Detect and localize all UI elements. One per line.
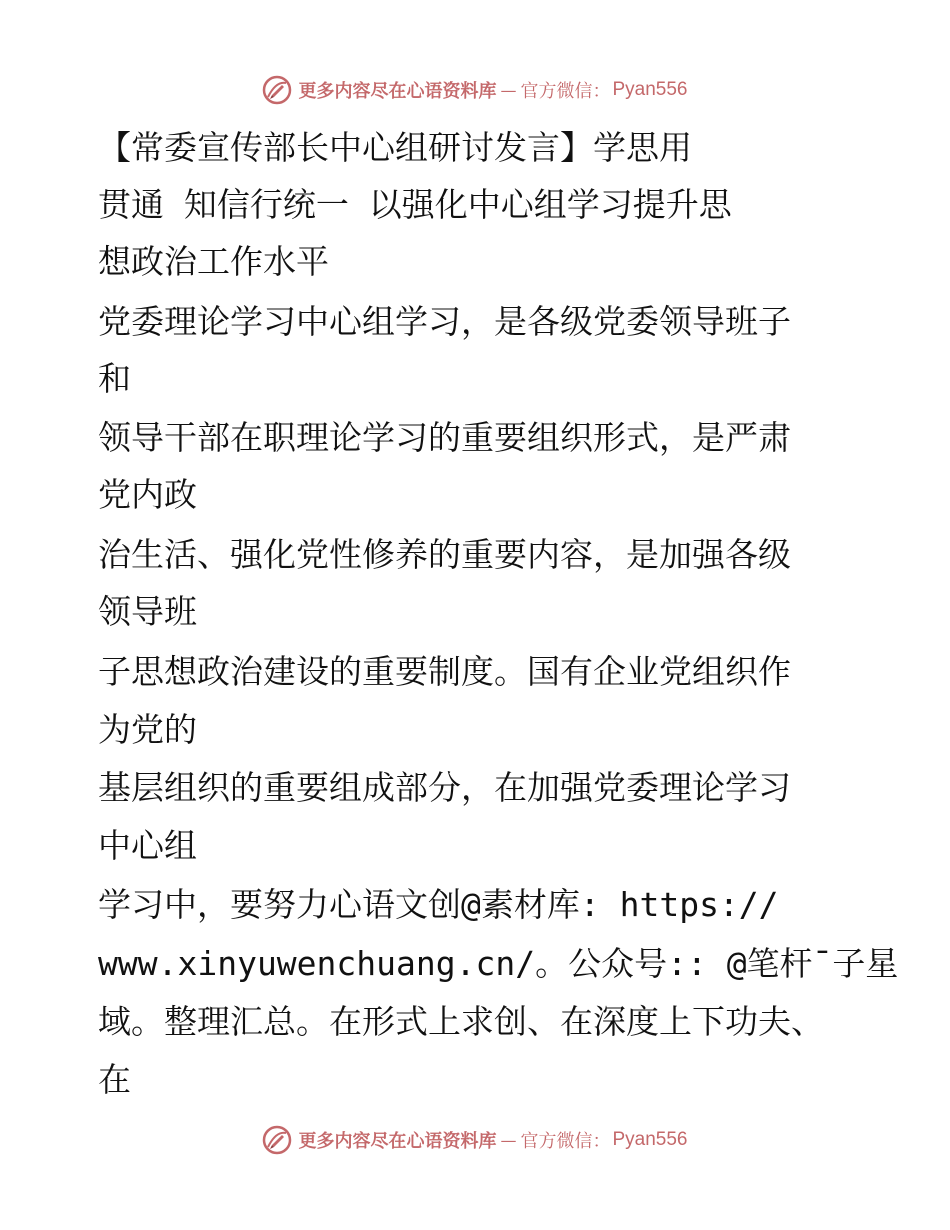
header-banner [0, 70, 950, 110]
title-line-1: 【常委宣传部长中心组研讨发言】学思用 [98, 128, 692, 167]
banner-wechat-id: Pyan556 [612, 79, 688, 100]
body-line: 党委理论学习中心组学习，是各级党委领导班子 [98, 302, 791, 341]
body-line: 领导班 [98, 592, 197, 631]
banner-wechat-label: 官方微信： [520, 1131, 611, 1152]
body-line: 治生活、强化党性修养的重要内容，是加强各级 [98, 535, 791, 574]
title-line-3: 想政治工作水平 [98, 242, 329, 281]
banner-wechat-id: Pyan556 [612, 1129, 688, 1150]
title-line-2: 贯通 知信行统一 以强化中心组学习提升思 [98, 185, 732, 224]
body-line: www.xinyuwenchuang.cn/。公众号:: @笔杆¯子星 [98, 944, 899, 983]
body-line: 基层组织的重要组成部分，在加强党委理论学习 [98, 768, 791, 807]
pen-logo-icon [262, 1125, 292, 1155]
body-line: 子思想政治建设的重要制度。国有企业党组织作 [98, 652, 791, 691]
body-line: 中心组 [98, 826, 197, 865]
body-line: 领导干部在职理论学习的重要组织形式，是严肃 [98, 418, 791, 457]
body-line: 在 [98, 1060, 131, 1099]
body-line: 为党的 [98, 710, 197, 749]
footer-banner [0, 1120, 950, 1160]
banner-slogan: 更多内容尽在心语资料库 [298, 81, 497, 102]
body-line: 学习中，要努力心语文创@素材库: https:// [98, 885, 779, 924]
body-line: 和 [98, 359, 131, 398]
banner-dash: — [500, 1130, 517, 1150]
banner-dash: — [500, 80, 517, 100]
body-line: 域。整理汇总。在形式上求创、在深度上下功夫、 [98, 1002, 824, 1041]
body-line: 党内政 [98, 475, 197, 514]
pen-logo-icon [262, 75, 292, 105]
banner-slogan: 更多内容尽在心语资料库 [298, 1131, 497, 1152]
banner-wechat-label: 官方微信： [520, 81, 611, 102]
